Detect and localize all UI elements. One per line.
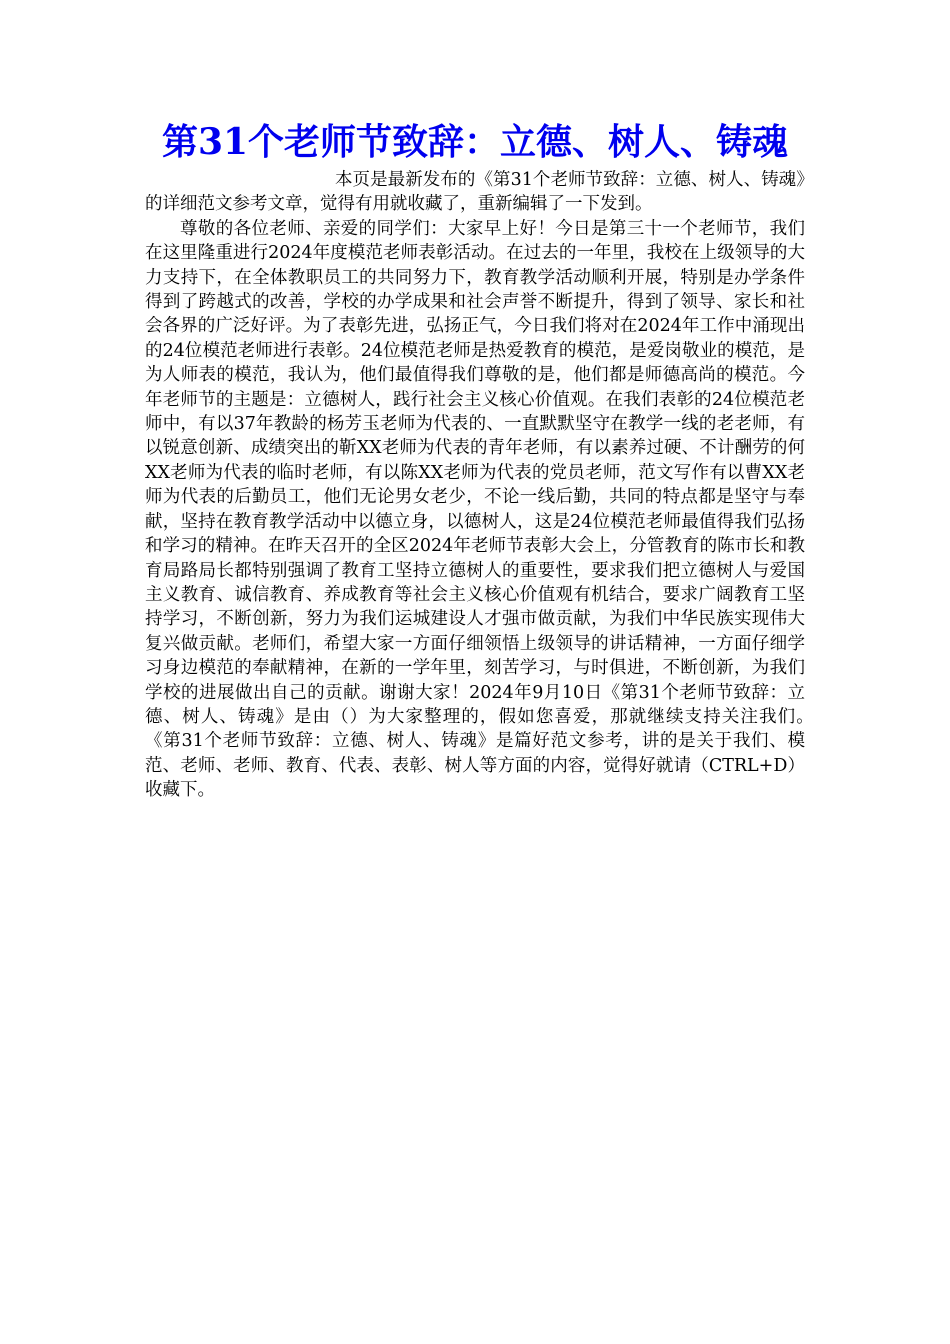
intro-paragraph: 本页是最新发布的《第31个老师节致辞：立德、树人、铸魂》的详细范文参考文章，觉得有用就收藏了，重新编辑了一下发到。	[145, 170, 805, 215]
body-paragraph: 尊敬的各位老师、亲爱的同学们：大家早上好！今日是第三十一个老师节，我们在这里隆重进行2024年度模范老师表彰活动。在过去的一年里，我校在上级领导的大力支持下，在全体教职员工的共同努力下，教育教学活动顺利开展，特别是办学条件得到了跨越式的改善，学校的办学成果和社会声誉不断提升，得到了领导、家长和社会各界的广泛好评。为了表彰先进，弘扬正气，今日我们将对在2024年工作中涌现出的24位模范老师进行表彰。24位模范老师是热爱教育的模范，是爱岗敬业的模范，是为人师表的模范，我认为，他们最值得我们尊敬的是，他们都是师德高尚的模范。今年老师节的主题是：立德树人，践行社会主义核心价值观。在我们表彰的24位模范老师中，有以37年教龄的杨芳玉老师为代表的、一直默默坚守在教学一线的老老师，有以锐意创新、成绩突出的靳XX老师为代表的青年老师，有以素养过硬、不计酬劳的何XX老师为代表的临时老师，有以陈XX老师为代表的党员老师，范文写作有以曹XX老师为代表的后勤员工，他们无论男女老少，不论一线后勤，共同的特点都是坚守与奉献，坚持在教育教学活动中以德立身，以德树人，这是24位模范老师最值得我们弘扬和学习的精神。在昨天召开的全区2024年老师节表彰大会上，分管教育的陈市长和教育局路局长都特别强调了教育工坚持立德树人的重要性，要求我们把立德树人与爱国主义教育、诚信教育、养成教育等社会主义核心价值观有机结合，要求广阔教育工坚持学习，不断创新，努力为我们运城建设人才强市做贡献，为我们中华民族实现伟大复兴做贡献。老师们，希望大家一方面仔细领悟上级领导的讲话精神，一方面仔细学习身边模范的奉献精神，在新的一学年里，刻苦学习，与时俱进，不断创新，为我们学校的进展做出自己的贡献。谢谢大家！2024年9月10日《第31个老师节致辞：立德、树人、铸魂》是由（）为大家整理的，假如您喜爱，那就继续支持关注我们。 《第31个老师节致辞：立德、树人、铸魂》是篇好范文参考，讲的是关于我们、模范、老师、老师、教育、代表、表彰、树人等方面的内容，觉得好就请（CTRL+D）收藏下。	[145, 218, 840, 801]
document-page	[145, 120, 840, 803]
document-title: 第31个老师节致辞：立德、树人、铸魂	[161, 121, 789, 163]
